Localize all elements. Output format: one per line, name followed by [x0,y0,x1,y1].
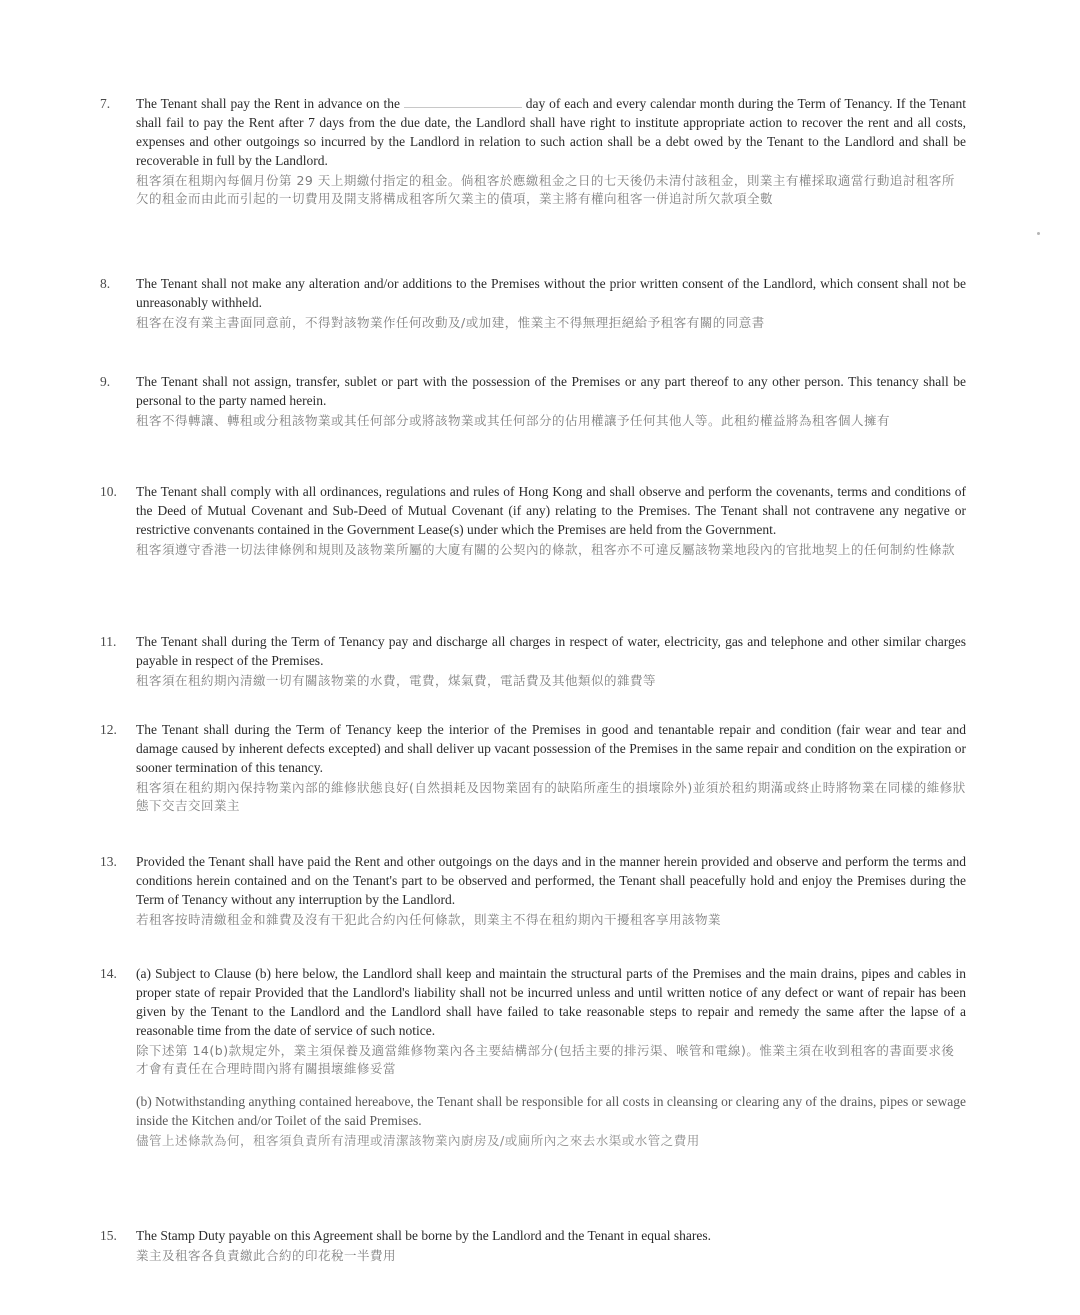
clause-text-zh: 業主及租客各負責繳此合約的印花稅一半費用 [136,1248,397,1263]
clause-text-zh: 租客須在租約期內保持物業內部的維修狀態良好(自然損耗及因物業固有的缺陷所產生的損壞除外)並須於租約期滿或終止時將物業在同樣的維修狀態下交吉交回業主 [136,780,966,813]
clause-text-en: The Tenant shall pay the Rent in advance on the day of each and every calendar month during the Term of Tenancy. If the Tenant shall fail to pay the Rent after 7 days from the due date, the Landlord shall have right to institute appropriate action to recover the rent and all costs, expenses and other outgoings so incurred by the Landlord in relation to such action shall be a debt owed by the Tenant to the Landlord and shall be recoverable in full by the Landlord. [136,96,966,168]
clause-text-zh: 租客在沒有業主書面同意前，不得對該物業作任何改動及/或加建，惟業主不得無理拒絕給予租客有關的同意書 [136,315,765,330]
clause-7 [100,94,966,208]
clause-13 [100,852,966,929]
clause-text-en: Provided the Tenant shall have paid the Rent and other outgoings on the days and in the manner herein provided and observe and perform the terms and conditions herein contained and on the Tenant's part to be observed and performed, the Tenant shall peacefully hold and enjoy the Premises during the Term of Tenancy without any interruption by the Landlord. [136,854,966,907]
clause-14b-text-zh: 儘管上述條款為何，租客須負責所有清理或清潔該物業內廚房及/或廁所內之來去水渠或水管之費用 [136,1133,700,1148]
clause-12 [100,720,966,815]
clause-15 [100,1226,966,1265]
clause-text-en: The Stamp Duty payable on this Agreement shall be borne by the Landlord and the Tenant in equal shares. [136,1228,712,1243]
clause-text-zh: 租客須在租期內每個月份第 29 天上期繳付指定的租金。倘租客於應繳租金之日的七天後仍未清付該租金，則業主有權採取適當行動追討租客所欠的租金而由此而引起的一切費用及開支將構成租客所欠業主的債項，業主將有權向租客一併追討所欠款項全數 [136,173,955,206]
clause-text-zh: 租客不得轉讓、轉租或分租該物業或其任何部分或將該物業或其任何部分的佔用權讓予任何其他人等。此租約權益將為租客個人擁有 [136,413,891,428]
clause-number: 10. [100,484,117,499]
clause-14 [100,964,966,1150]
clause-14b-text-en: (b) Notwithstanding anything contained hereabove, the Tenant shall be responsible for all costs in cleansing or clearing any of the drains, pipes or sewage inside the Kitchen and/or Toilet of the said Premises. [136,1094,966,1128]
clause-number: 13. [100,854,117,869]
clause-text-en: The Tenant shall during the Term of Tenancy pay and discharge all charges in respect of water, electricity, gas and telephone and other similar charges payable in respect of the Premises. [136,634,966,668]
clause-11 [100,632,966,690]
clause-number: 12. [100,722,117,737]
clause-text-zh: 租客須遵守香港一切法律條例和規則及該物業所屬的大廈有關的公契內的條款，租客亦不可違反屬該物業地段內的官批地契上的任何制約性條款 [136,542,956,557]
clause-number: 11. [100,634,117,649]
clause-number: 7. [100,96,111,111]
clause-number: 14. [100,966,117,981]
clause-text-en: The Tenant shall not make any alteration and/or additions to the Premises without the prior written consent of the Landlord, which consent shall not be unreasonably withheld. [136,276,966,310]
clause-text-zh: 若租客按時清繳租金和雜費及沒有干犯此合約內任何條款，則業主不得在租約期內干擾租客享用該物業 [136,912,722,927]
clause-text-en: The Tenant shall not assign, transfer, sublet or part with the possession of the Premises or any part thereof to any other person. This tenancy shall be personal to the party named herein. [136,374,966,408]
clause-8 [100,274,966,332]
clause-text-en: (a) Subject to Clause (b) here below, the Landlord shall keep and maintain the structural parts of the Premises and the main drains, pipes and cables in proper state of repair Provided that the Landlord's liability shall not be incurred unless and until written notice of any defect or want of repair has been given by the Tenant to the Landlord and the Landlord shall have failed to take reasonable steps to repair and remedy the same after the lapse of a reasonable time from the date of service of such notice. [136,966,966,1038]
clause-10 [100,482,966,559]
clause-14b [136,1092,966,1150]
clause-text-en: The Tenant shall during the Term of Tenancy keep the interior of the Premises in good and tenantable repair and condition (fair wear and tear and damage caused by inherent defects excepted) and shall deliver up vacant possession of the Premises in the same repair and condition on the expiration or sooner termination of this tenancy. [136,722,966,775]
clause-number: 8. [100,276,111,291]
clause-9 [100,372,966,430]
clause-number: 9. [100,374,111,389]
clause-number: 15. [100,1228,117,1243]
scan-speck [1037,232,1040,235]
rent-day-blank [404,94,522,108]
clause-text-zh: 除下述第 14(b)款規定外，業主須保養及適當維修物業內各主要結構部分(包括主要的排污渠、喉管和電線)。惟業主須在收到租客的書面要求後才會有責任在合理時間內將有關損壞維修妥當 [136,1043,955,1076]
clause-text-zh: 租客須在租約期內清繳一切有關該物業的水費，電費，煤氣費，電話費及其他類似的雜費等 [136,673,657,688]
clause-text-en: The Tenant shall comply with all ordinances, regulations and rules of Hong Kong and shall observe and perform the covenants, terms and conditions of the Deed of Mutual Covenant and Sub-Deed of Mutual Covenant (if any) relating to the Premises. The Tenant shall not contravene any negative or restrictive convenants contained in the Government Lease(s) under which the Premises are held from the Government. [136,484,966,537]
